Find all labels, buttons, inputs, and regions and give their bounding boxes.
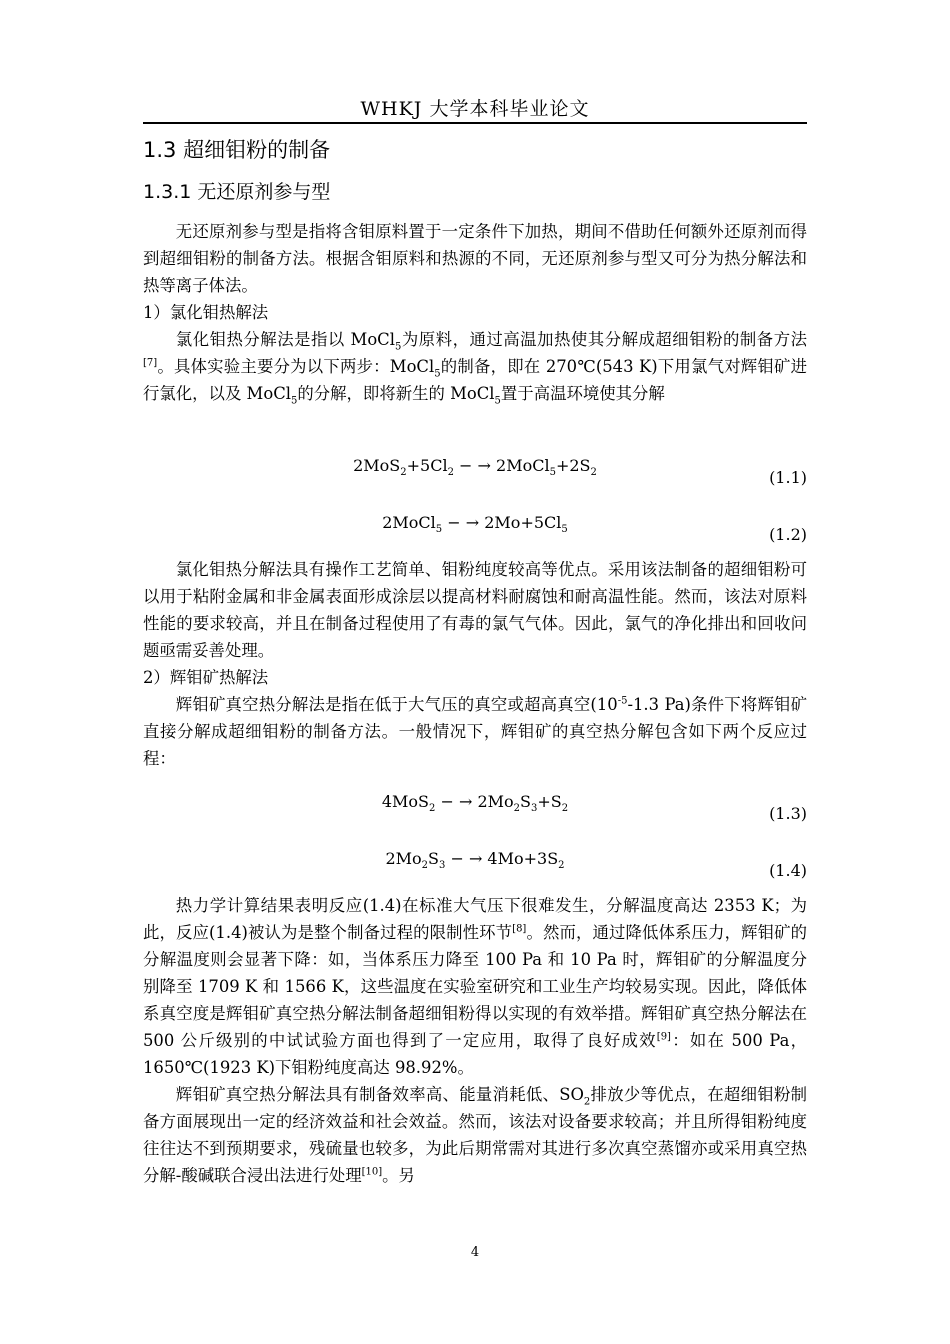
paragraph: 热力学计算结果表明反应(1.4)在标准大气压下很难发生，分解温度高达 2353 K；为此，反应(1.4)被认为是整个制备过程的限制性环节[8]。然而，通过降低体系压力，辉钼矿的分解温度则会显著下降：如，当体系压力降至 100 Pa 和 10 Pa 时，辉钼矿的分解温度分别降至 1709 K 和 1566 K，这些温度在实验室研究和工业生产均较易实现。因此，降低体系真空度是辉钼矿真空热分解法制备超细钼粉得以实现的有效举措。辉钼矿真空热分解法在 500 公斤级别的中试试验方面也得到了一定应用，取得了良好成效[9]：如在 500 Pa，1650℃(1923 K)下钼粉纯度高达 98.92%。 — [143, 896, 808, 1077]
page-number: 4 — [470, 1245, 480, 1260]
body-block-2 — [143, 556, 807, 772]
paragraph: 氯化钼热分解法具有操作工艺简单、钼粉纯度较高等优点。采用该法制备的超细钼粉可以用于粘附金属和非金属表面形成涂层以提高材料耐腐蚀和耐高温性能。然而，该法对原料性能的要求较高，并且在制备过程使用了有毒的氯气气体。因此，氯气的净化排出和回收问题亟需妥善处理。 — [143, 560, 807, 660]
list-item-label: 2）辉钼矿热解法 — [143, 668, 269, 687]
citation: [8] — [512, 923, 527, 935]
paragraph: 辉钼矿真空热分解法具有制备效率高、能量消耗低、$SO_2$排放少等优点，在超细钼粉制备方面展现出一定的经济效益和社会效益。然而，该法对设备要求较高；并且所得钼粉纯度往往达不到预期要求，残硫量也较多，为此后期常需对其进行多次真空蒸馏亦或采用真空热分解-酸碱联合浸出法进行处理[10]。另 — [143, 1085, 808, 1185]
header-rule — [143, 122, 807, 124]
equation-expression: $2Mo_2S_3$ − → $4Mo+3S_2$ — [385, 849, 565, 872]
list-item-label: 1）氯化钼热解法 — [143, 303, 269, 322]
running-header: WHKJ 大学本科毕业论文 — [360, 98, 590, 120]
paragraph: 无还原剂参与型是指将含钼原料置于一定条件下加热，期间不借助任何额外还原剂而得到超细钼粉的制备方法。根据含钼原料和热源的不同，无还原剂参与型又可分为热分解法和热等离子体法。 — [143, 222, 807, 295]
equation-1-3 — [143, 792, 807, 822]
equation-1-2 — [143, 513, 807, 543]
equation-expression: 4MoS$_2$ − → $2Mo_2S_3+S_2$ — [381, 792, 569, 815]
citation: [9] — [656, 1031, 671, 1043]
equation-number: (1.1) — [769, 468, 807, 487]
equation-1-1 — [143, 456, 807, 486]
paragraph: 辉钼矿真空热分解法是指在低于大气压的真空或超高真空($10^{-5}-1.3$ Pa)条件下将辉钼矿直接分解成超细钼粉的制备方法。一般情况下，辉钼矿的真空热分解包含如下两个反应过程： — [143, 695, 808, 768]
equation-expression: $2MoS_2+5Cl_2$ − → $2MoCl_5+2S_2$ — [353, 456, 597, 479]
equation-number: (1.2) — [769, 525, 807, 544]
citation: [10] — [361, 1166, 383, 1178]
section-heading: 1.3 超细钼粉的制备 — [143, 138, 331, 162]
equation-number: (1.4) — [769, 861, 807, 880]
equation-1-4 — [143, 849, 807, 879]
subsection-heading: 1.3.1 无还原剂参与型 — [143, 181, 331, 203]
paragraph: 氯化钼热分解法是指以 MoCl$_5$为原料，通过高温加热使其分解成超细钼粉的制备方法[7]。具体实验主要分为以下两步：MoCl$_5$的制备，即在 270℃(543 K)下用氯气对辉钼矿进行氯化，以及 MoCl$_5$的分解，即将新生的 MoCl$_5$置于高温环境使其分解 — [143, 330, 808, 407]
body-block-3 — [143, 892, 807, 1189]
equation-expression: 2MoCl$_5$ − → $2Mo+5Cl_5$ — [382, 513, 568, 536]
citation: [7] — [143, 357, 158, 369]
body-block-1 — [143, 218, 807, 407]
equation-number: (1.3) — [769, 804, 807, 823]
